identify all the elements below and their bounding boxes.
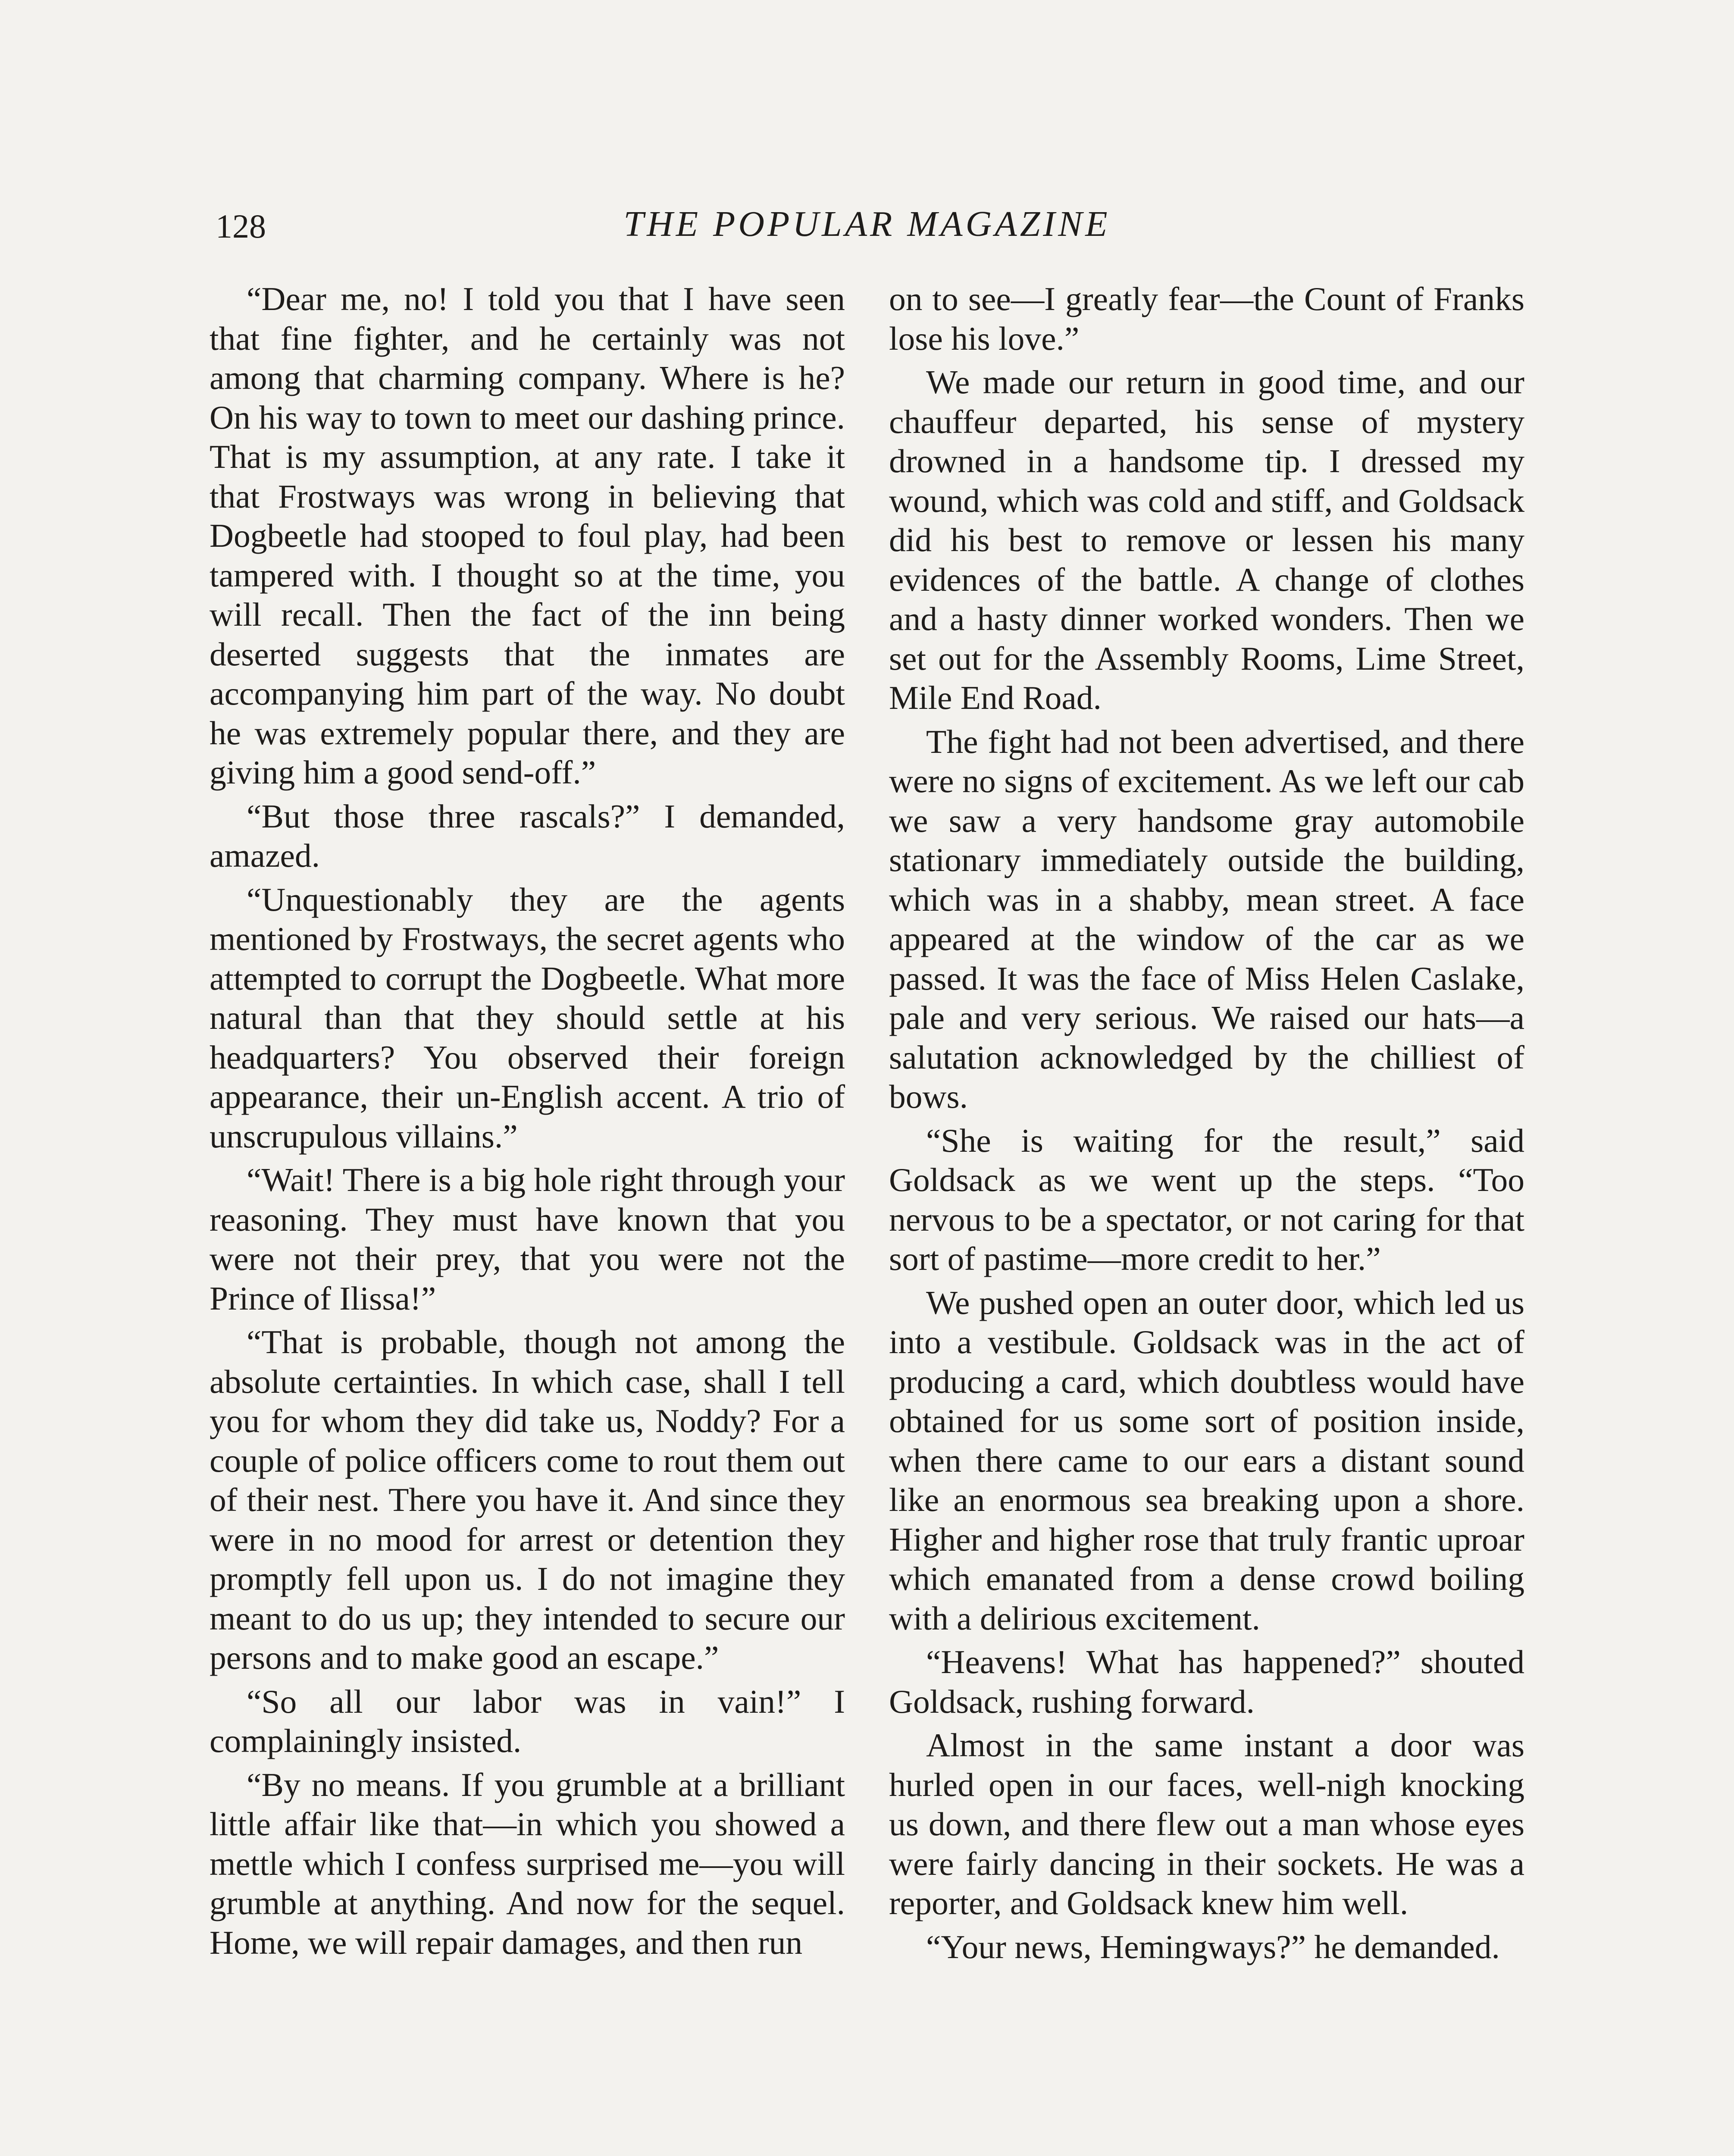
paragraph: Almost in the same instant a door was hurled open in our faces, well-nigh knocking us down, and there flew out a man whose eyes were fairly dancing in their sockets. He was a reporter, and Goldsack knew him well. bbox=[889, 1727, 1524, 1921]
paragraph: “Unquestionably they are the agents mentioned by Frostways, the secret agents who attempted to corrupt the Dogbeetle. What more natural than that they should settle at his headquarters? You observed their foreign appearance, their un-English accent. A trio of unscrupulous villains.” bbox=[210, 881, 845, 1155]
paragraph: “She is waiting for the result,” said Goldsack as we went up the steps. “Too nervous to be a spectator, or not caring for that sort of pastime—more credit to her.” bbox=[889, 1122, 1524, 1277]
paragraph: “So all our labor was in vain!” I complainingly insisted. bbox=[210, 1683, 845, 1759]
paragraph: “Dear me, no! I told you that I have seen that fine fighter, and he certainly was not among that charming company. Where is he? On his way to town to meet our dashing prince. That is my assumption, at any rate. I take it that Frostways was wrong in believing that Dogbeetle had stooped to foul play, had been tampered with. I thought so at the time, you will recall. Then the fact of the inn being deserted suggests that the inmates are accompanying him part of the way. No doubt he was extremely popular there, and they are giving him a good send-off.” bbox=[210, 280, 845, 791]
paragraph: “Heavens! What has happened?” shouted Goldsack, rushing forward. bbox=[889, 1643, 1524, 1720]
paragraph: “That is probable, though not among the absolute certainties. In which case, shall I tell you for whom they did take us, Noddy? For a couple of police officers come to rout them out of their nest. There you have it. And since they were in no mood for arrest or detention they promptly fell upon us. I do not imagine they meant to do us up; they intended to secure our persons and to make good an escape.” bbox=[210, 1323, 845, 1676]
paragraph: We pushed open an outer door, which led us into a vestibule. Goldsack was in the act of producing a card, which doubtless would have obtained for us some sort of position inside, when there came to our ears a distant sound like an enormous sea breaking upon a shore. Higher and higher rose that truly frantic uproar which emanated from a dense crowd boiling with a delirious excitement. bbox=[889, 1284, 1524, 1637]
paragraph: We made our return in good time, and our chauffeur departed, his sense of mystery drowned in a handsome tip. I dressed my wound, which was cold and stiff, and Goldsack did his best to remove or lessen his many evidences of the battle. A change of clothes and a hasty dinner worked wonders. Then we set out for the Assembly Rooms, Lime Street, Mile End Road. bbox=[889, 364, 1524, 716]
running-title: THE POPULAR MAGAZINE bbox=[623, 204, 1111, 244]
paragraph: “Wait! There is a big hole right through your reasoning. They must have known that you were not their prey, that you were not the Prince of Ilissa!” bbox=[210, 1161, 845, 1317]
right-column bbox=[889, 279, 1524, 1971]
paragraph: “But those three rascals?” I demanded, amazed. bbox=[210, 797, 845, 874]
paragraph: “By no means. If you grumble at a brilliant little affair like that—in which you showed a mettle which I confess surprised me—you will grumble at anything. And now for the sequel. Home, we will repair damages, and then run bbox=[210, 1766, 845, 1961]
page-number: 128 bbox=[216, 207, 266, 245]
paragraph: “Your news, Hemingways?” he demanded. bbox=[926, 1928, 1500, 1965]
continued-paragraph: on to see—I greatly fear—the Count of Franks lose his love.” bbox=[889, 280, 1524, 357]
paragraph: The fight had not been advertised, and there were no signs of excitement. As we left our cab we saw a very handsome gray automobile stationary immediately outside the building, which was in a shabby, mean street. A face appeared at the window of the car as we passed. It was the face of Miss Helen Caslake, pale and very serious. We raised our hats—a salutation acknowledged by the chilliest of bows. bbox=[889, 723, 1524, 1115]
left-column bbox=[210, 279, 845, 1967]
